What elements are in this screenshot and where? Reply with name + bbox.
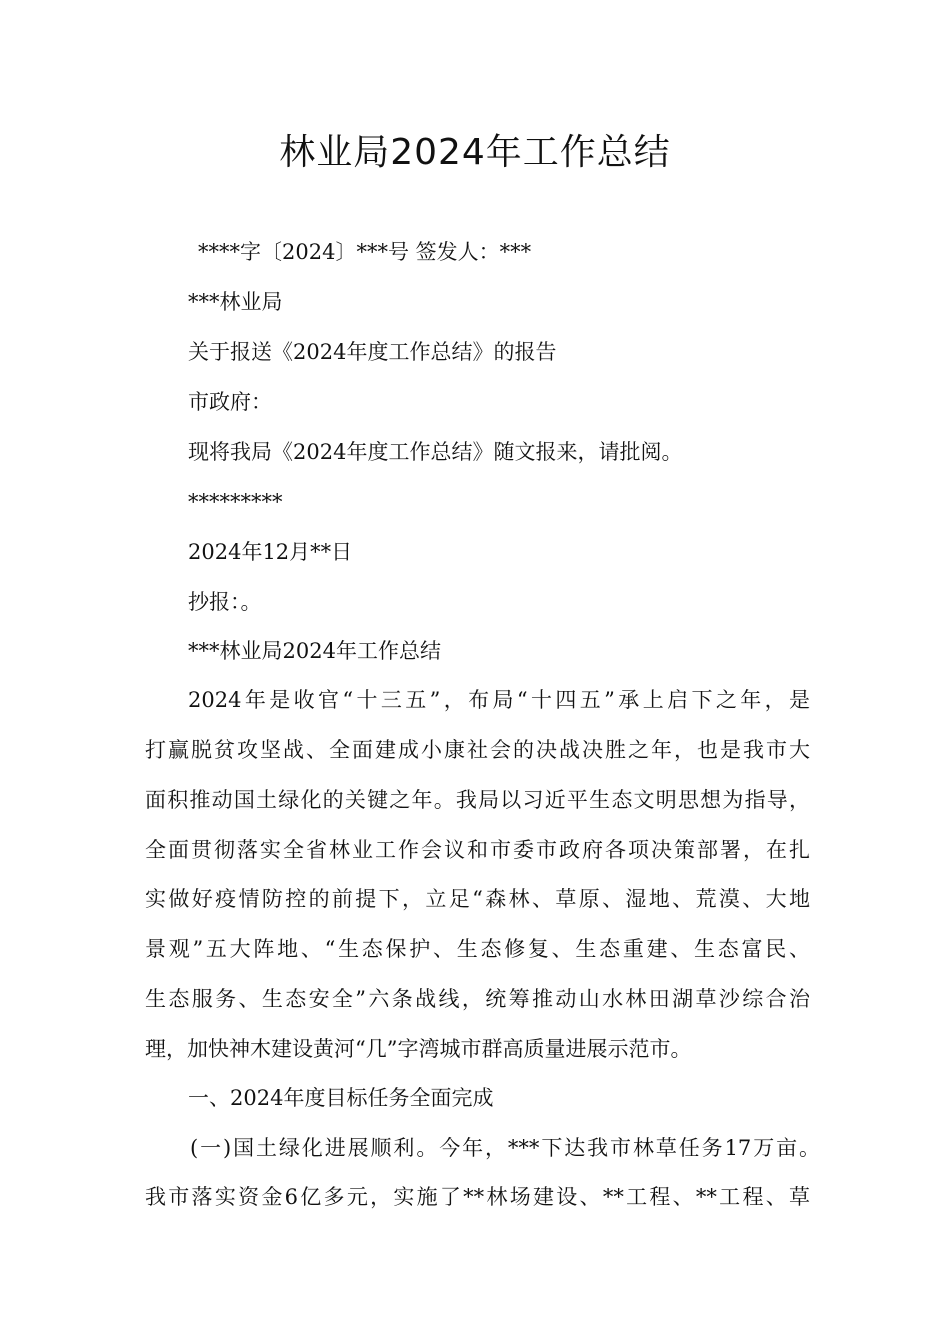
paragraph-line: 2024年是收官“十三五”，布局“十四五”承上启下之年，是 — [188, 688, 810, 712]
paragraph-line: 理，加快神木建设黄河“几”字湾城市群高质量进展示范市。 — [145, 1037, 692, 1061]
report-message: 现将我局《2024年度工作总结》随文报来，请批阅。 — [188, 440, 683, 464]
section-heading: 一、2024年度目标任务全面完成 — [188, 1086, 494, 1110]
report-subject: 关于报送《2024年度工作总结》的报告 — [188, 340, 557, 364]
issuer-name: ***林业局 — [188, 290, 283, 314]
paragraph-line: 我市落实资金6亿多元，实施了**林场建设、**工程、**工程、草 — [145, 1185, 810, 1209]
paragraph-line: 面积推动国土绿化的关键之年。我局以习近平生态文明思想为指导， — [145, 788, 810, 812]
cc-line: 抄报：。 — [188, 590, 262, 614]
signature: ********* — [188, 490, 283, 514]
summary-heading: ***林业局2024年工作总结 — [188, 639, 441, 663]
paragraph-line: 全面贯彻落实全省林业工作会议和市委市政府各项决策部署，在扎 — [145, 838, 810, 862]
paragraph-line: 生态服务、生态安全”六条战线，统筹推动山水林田湖草沙综合治 — [145, 987, 810, 1011]
paragraph-line: 打赢脱贫攻坚战、全面建成小康社会的决战决胜之年，也是我市大 — [145, 738, 810, 762]
paragraph-line: 实做好疫情防控的前提下，立足“森林、草原、湿地、荒漠、大地 — [145, 887, 810, 911]
document-number-line: ****字〔2024〕***号 签发人：*** — [198, 240, 532, 264]
paragraph-line: 景观”五大阵地、“生态保护、生态修复、生态重建、生态富民、 — [145, 937, 810, 961]
report-date: 2024年12月**日 — [188, 540, 353, 564]
addressee: 市政府： — [188, 390, 272, 414]
document-title: 林业局2024年工作总结 — [279, 132, 671, 173]
paragraph-line: (一)国土绿化进展顺利。今年，***下达我市林草任务17万亩。 — [190, 1136, 820, 1160]
